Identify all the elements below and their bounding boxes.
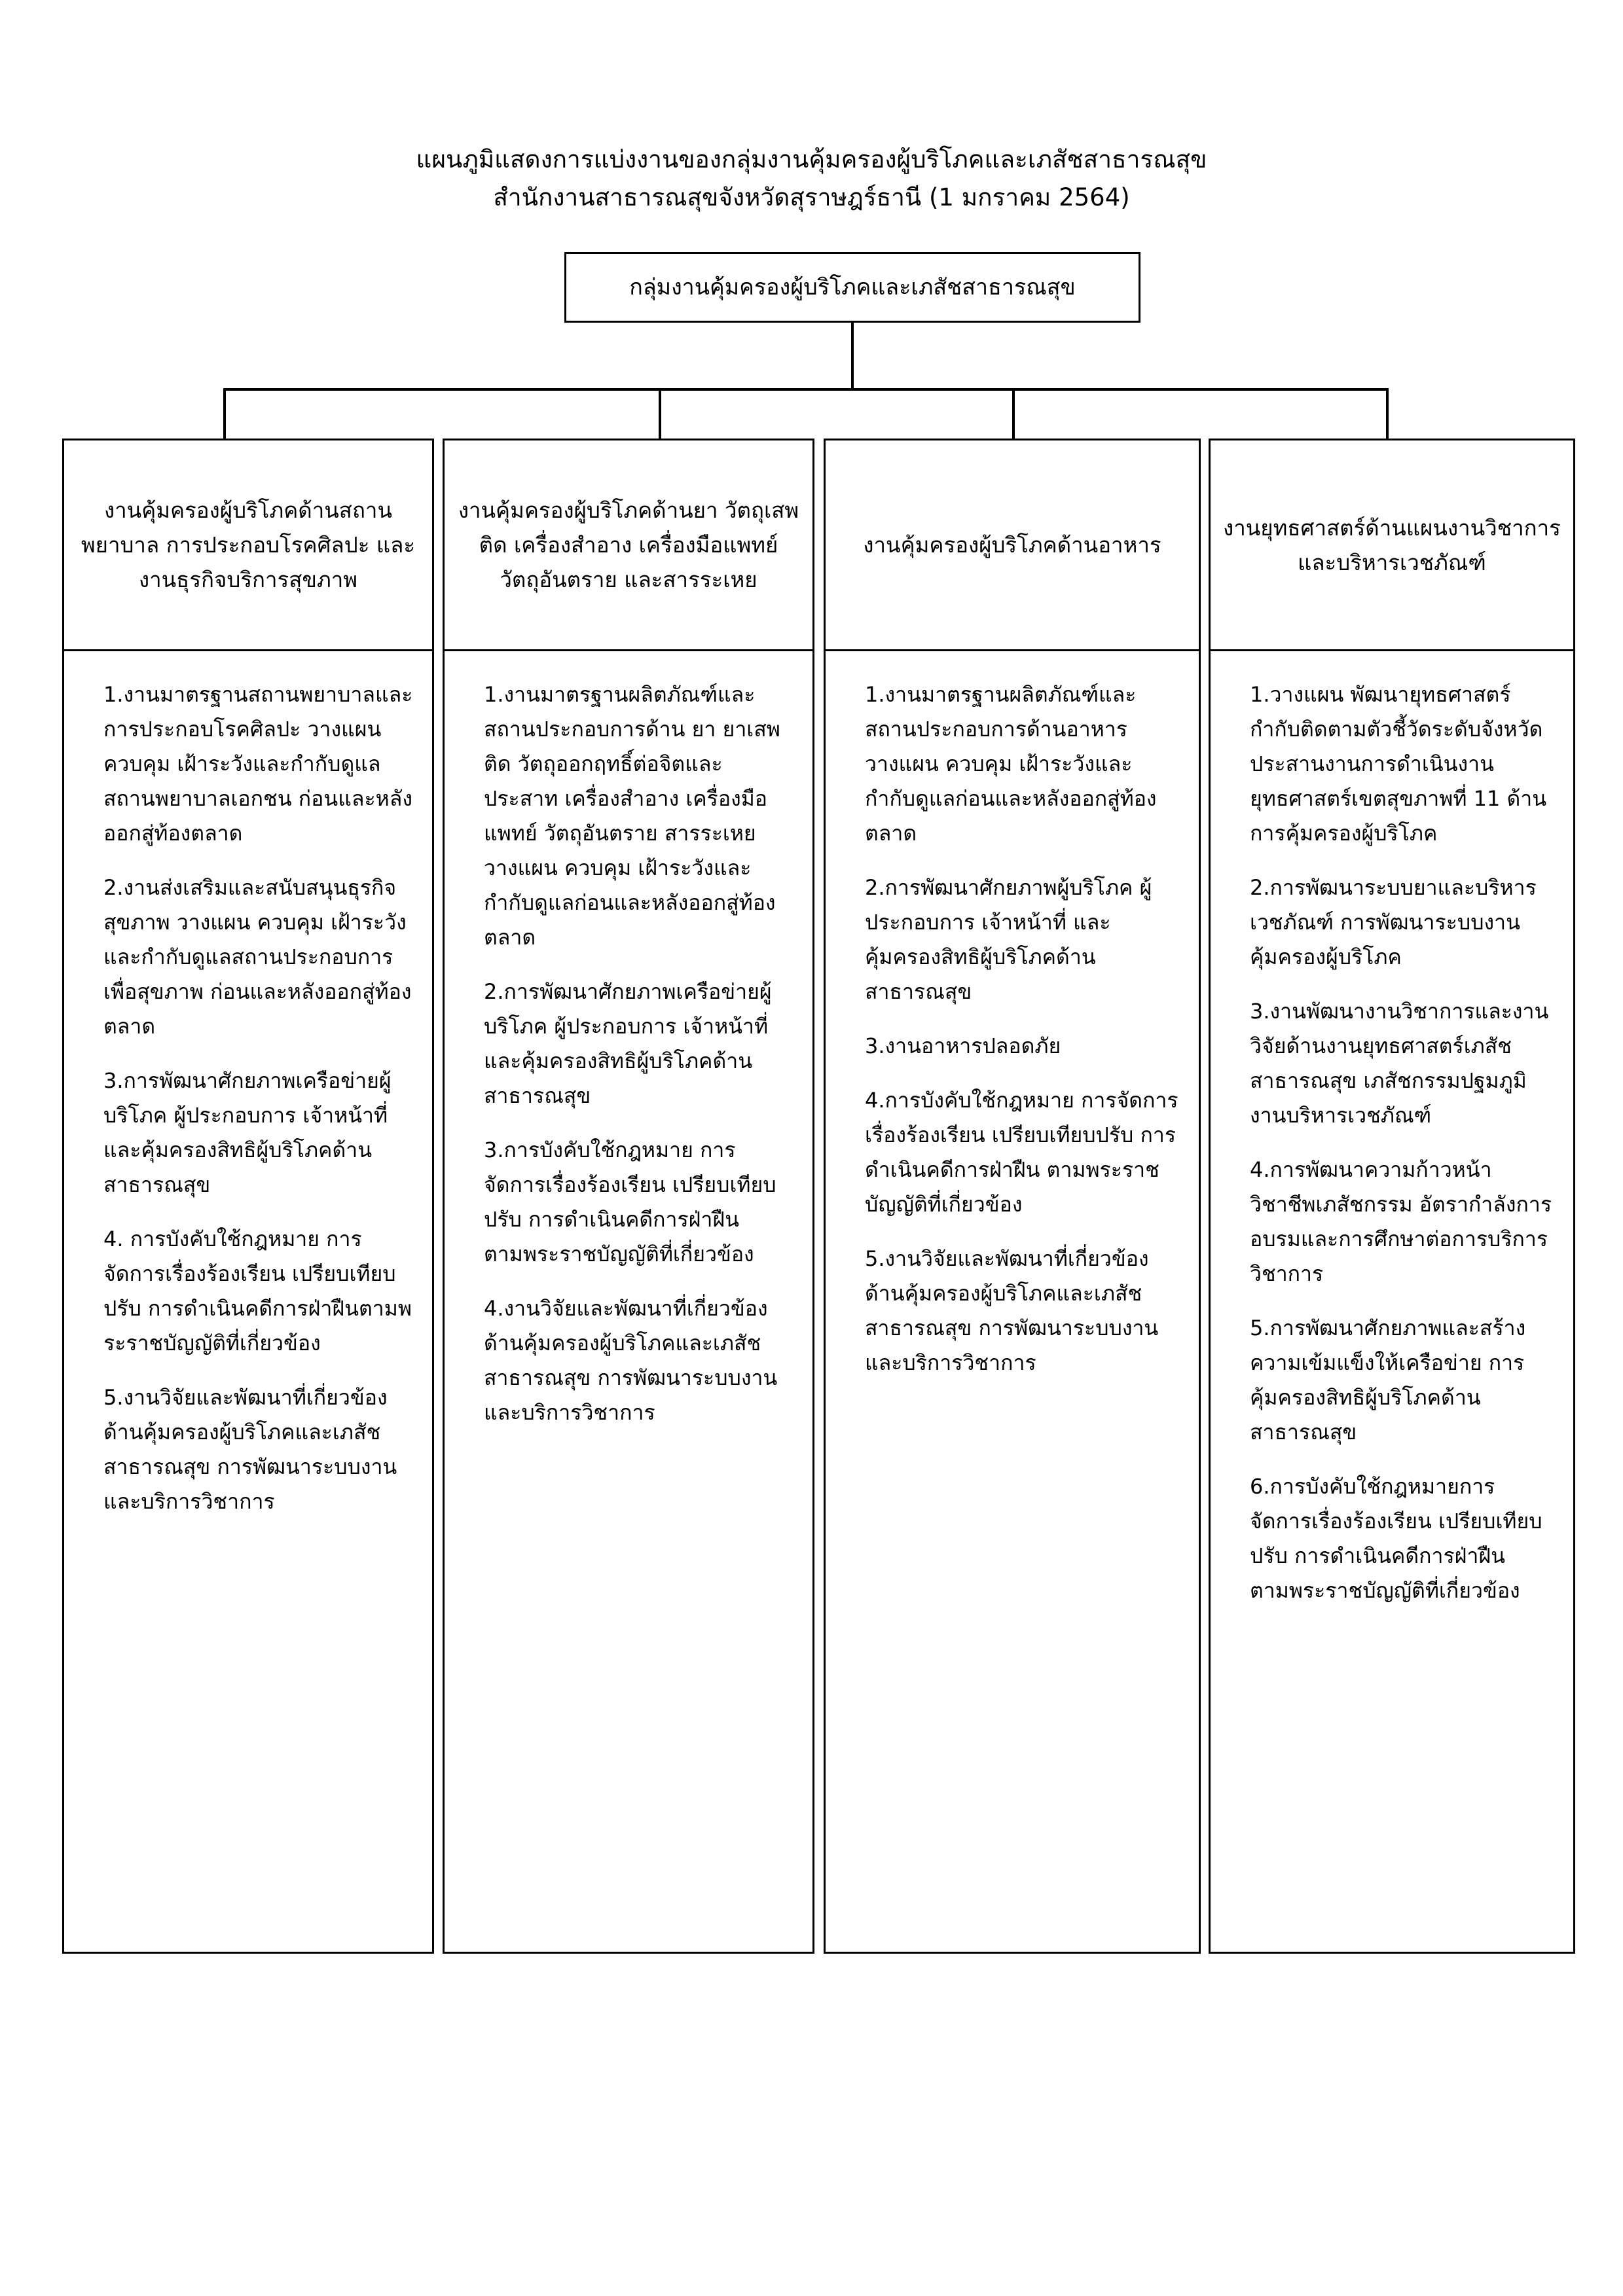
column-3-header-label: งานคุ้มครองผู้บริโภคด้านอาหาร	[863, 532, 1161, 558]
column-1-body	[62, 651, 434, 1954]
list-item: 4.การพัฒนาความก้าวหน้าวิชาชีพเภสัชกรรม อัตรากำลังการอบรมและการศึกษาต่อการบริการวิชาการ	[1250, 1157, 1552, 1286]
list-item: 2.การพัฒนาระบบยาและบริหารเวชภัณฑ์ การพัฒนาระบบงานคุ้มครองผู้บริโภค	[1250, 875, 1537, 969]
list-item: 6.การบังคับใช้กฎหมายการจัดการเรื่องร้องเรียน เปรียบเทียบปรับ การดำเนินคดีการฝ่าฝืน ตามพระราชบัญญัติที่เกี่ยวข้อง	[1250, 1474, 1542, 1603]
column-1	[62, 439, 434, 1954]
column-3-header-box	[824, 439, 1201, 651]
list-item: 1.งานมาตรฐานสถานพยาบาลและการประกอบโรคศิลปะ วางแผน ควบคุม เฝ้าระวังและกำกับดูแลสถานพยาบาลเอกชน ก่อนและหลังออกสู่ท้องตลาด	[103, 682, 413, 846]
list-item: 3.การพัฒนาศักยภาพเครือข่ายผู้บริโภค ผู้ประกอบการ เจ้าหน้าที่ และคุ้มครองสิทธิผู้บริโภคด้านสาธารณสุข	[103, 1068, 392, 1197]
column-2-body	[443, 651, 814, 1954]
column-4-body	[1209, 651, 1575, 1954]
column-1-header-box	[62, 439, 434, 651]
list-item: 2.งานส่งเสริมและสนับสนุนธุรกิจสุขภาพ วางแผน ควบคุม เฝ้าระวังและกำกับดูแลสถานประกอบการเพื่อสุขภาพ ก่อนและหลังออกสู่ท้องตลาด	[103, 875, 412, 1039]
list-item: 2.การพัฒนาศักยภาพผู้บริโภค ผู้ประกอบการ เจ้าหน้าที่ และคุ้มครองสิทธิผู้บริโภคด้านสาธารณสุข	[865, 875, 1152, 1004]
columns-container	[0, 439, 1623, 1964]
list-item: 5.งานวิจัยและพัฒนาที่เกี่ยวข้องด้านคุ้มครองผู้บริโภคและเภสัชสาธารณสุข การพัฒนาระบบงานและบริการวิชาการ	[865, 1246, 1159, 1375]
list-item: 2.การพัฒนาศักยภาพเครือข่ายผู้บริโภค ผู้ประกอบการ เจ้าหน้าที่ และคุ้มครองสิทธิผู้บริโภคด้านสาธารณสุข	[484, 979, 772, 1108]
list-item: 1.วางแผน พัฒนายุทธศาสตร์ กำกับติดตามตัวชี้วัดระดับจังหวัด ประสานงานการดำเนินงานยุทธศาสตร์เขตสุขภาพที่ 11 ด้านการคุ้มครองผู้บริโภค	[1250, 682, 1547, 846]
title-line-1: แผนภูมิแสดงการแบ่งงานของกลุ่มงานคุ้มครองผู้บริโภคและเภสัชสาธารณสุข	[416, 145, 1207, 173]
connector-drop-column-1	[223, 388, 226, 440]
list-item: 1.งานมาตรฐานผลิตภัณฑ์และสถานประกอบการด้าน ยา ยาเสพติด วัตถุออกฤทธิ์ต่อจิตและประสาท เครื่องสำอาง เครื่องมือแพทย์ วัตถุอันตราย สารระเหย วางแผน ควบคุม เฝ้าระวังและกำกับดูแลก่อนและหลังออกสู่ท้องตลาด	[484, 682, 780, 950]
column-4	[1209, 439, 1575, 1954]
list-item: 4.งานวิจัยและพัฒนาที่เกี่ยวข้องด้านคุ้มครองผู้บริโภคและเภสัชสาธารณสุข การพัฒนาระบบงานและบริการวิชาการ	[484, 1296, 778, 1425]
connector-drop-column-2	[659, 388, 661, 440]
list-item: 3.การบังคับใช้กฎหมาย การจัดการเรื่องร้องเรียน เปรียบเทียบปรับ การดำเนินคดีการฝ่าฝืน ตามพระราชบัญญัติที่เกี่ยวข้อง	[484, 1138, 776, 1266]
connector-drop-column-3	[1012, 388, 1015, 440]
list-item: 4.การบังคับใช้กฎหมาย การจัดการเรื่องร้องเรียน เปรียบเทียบปรับ การดำเนินคดีการฝ่าฝืน ตามพระราชบัญญัติที่เกี่ยวข้อง	[865, 1088, 1178, 1217]
connector-horizontal-bus	[223, 388, 1389, 391]
list-item: 5.การพัฒนาศักยภาพและสร้างความเข้มแข็งให้เครือข่าย การคุ้มครองสิทธิผู้บริโภคด้านสาธารณสุข	[1250, 1316, 1526, 1444]
list-item: 5.งานวิจัยและพัฒนาที่เกี่ยวข้องด้านคุ้มครองผู้บริโภคและเภสัชสาธารณสุข การพัฒนาระบบงานและบริการวิชาการ	[103, 1385, 397, 1514]
column-3	[824, 439, 1201, 1954]
column-1-header-label: งานคุ้มครองผู้บริโภคด้านสถานพยาบาล การประกอบโรคศิลปะ และงานธุรกิจบริการสุขภาพ	[81, 497, 416, 592]
page-title	[0, 141, 1623, 217]
connector-drop-column-4	[1386, 388, 1389, 440]
title-line-2: สำนักงานสาธารณสุขจังหวัดสุราษฎร์ธานี (1 มกราคม 2564)	[493, 183, 1130, 211]
column-4-header-box	[1209, 439, 1575, 651]
root-node-box	[564, 252, 1140, 323]
connector-root-drop	[851, 323, 854, 389]
root-node-label: กลุ่มงานคุ้มครองผู้บริโภคและเภสัชสาธารณสุข	[629, 274, 1076, 300]
column-2	[443, 439, 814, 1954]
column-2-header-box	[443, 439, 814, 651]
column-3-body	[824, 651, 1201, 1954]
list-item: 3.งานอาหารปลอดภัย	[865, 1033, 1061, 1058]
list-item: 4. การบังคับใช้กฎหมาย การจัดการเรื่องร้องเรียน เปรียบเทียบปรับ การดำเนินคดีการฝ่าฝืนตามพระราชบัญญัติที่เกี่ยวข้อง	[103, 1227, 412, 1355]
column-4-header-label: งานยุทธศาสตร์ด้านแผนงานวิชาการและบริหารเวชภัณฑ์	[1223, 514, 1561, 575]
list-item: 3.งานพัฒนางานวิชาการและงานวิจัยด้านงานยุทธศาสตร์เภสัชสาธารณสุข เภสัชกรรมปฐมภูมิ งานบริหารเวชภัณฑ์	[1250, 999, 1549, 1128]
column-2-header-label: งานคุ้มครองผู้บริโภคด้านยา วัตถุเสพติด เครื่องสำอาง เครื่องมือแพทย์ วัตถุอันตราย และสารระเหย	[458, 497, 799, 592]
list-item: 1.งานมาตรฐานผลิตภัณฑ์และสถานประกอบการด้านอาหาร วางแผน ควบคุม เฝ้าระวังและกำกับดูแลก่อนและหลังออกสู่ท้องตลาด	[865, 682, 1157, 846]
